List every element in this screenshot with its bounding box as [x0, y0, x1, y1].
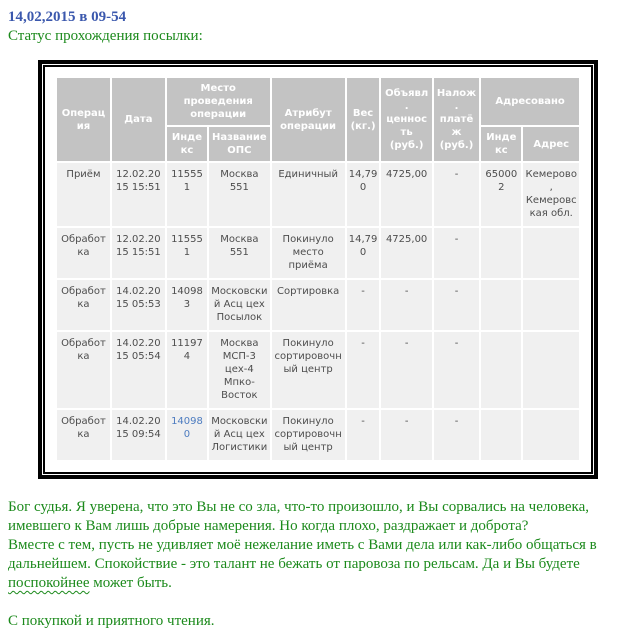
col-header-date: Дата — [112, 78, 165, 161]
cell-weight: - — [347, 280, 380, 330]
cell-addr-index — [481, 280, 521, 330]
col-header-addr-address: Адрес — [523, 127, 579, 161]
cell-attribute: Покинуло место приёма — [272, 228, 345, 278]
cell-attribute: Единичный — [272, 163, 345, 226]
cell-cod: - — [434, 280, 479, 330]
comment-paragraph-1 — [8, 498, 628, 536]
cell-addr-address — [523, 332, 579, 408]
col-header-place-index: Индекс — [167, 127, 207, 161]
table-row — [57, 332, 579, 408]
col-header-declared-value: Объявл. ценность (руб.) — [381, 78, 431, 161]
cell-place-index: 111974 — [167, 332, 207, 408]
tracking-table — [55, 76, 581, 462]
comment-text — [8, 498, 628, 631]
cell-declared-value: 4725,00 — [381, 228, 431, 278]
cell-operation: Приём — [57, 163, 110, 226]
tracking-table-frame-inner — [43, 65, 593, 474]
cell-date: 14.02.2015 09:54 — [112, 410, 165, 460]
cell-operation: Обработка — [57, 410, 110, 460]
col-header-place-group: Место проведения операции — [167, 78, 270, 125]
cell-addr-address — [523, 410, 579, 460]
cell-weight: - — [347, 410, 380, 460]
cell-place-name: Московский Асц цех Посылок — [209, 280, 269, 330]
table-row — [57, 228, 579, 278]
table-row — [57, 280, 579, 330]
cell-addr-address — [523, 228, 579, 278]
cell-place-index: 140983 — [167, 280, 207, 330]
col-header-place-name: Название ОПС — [209, 127, 269, 161]
comment-paragraph-1-text: Бог судья. Я уверена, что это Вы не со зла, что-то произошло, и Вы сорвались на человека, имевшего к Вам лишь добрые намерения. Но когда плохо, раздражает и доброта? — [8, 499, 589, 534]
tracking-table-frame — [38, 60, 598, 479]
index-link-140980[interactable]: 140980 — [171, 416, 203, 440]
col-header-weight: Вес (кг.) — [347, 78, 380, 161]
cell-place-index: 115551 — [167, 228, 207, 278]
cell-addr-index — [481, 410, 521, 460]
misspelled-word: поспокойнее — [8, 575, 90, 591]
cell-attribute: Покинуло сортировочный центр — [272, 410, 345, 460]
cell-weight: - — [347, 332, 380, 408]
cell-date: 14.02.2015 05:54 — [112, 332, 165, 408]
col-header-attribute: Атрибут операции — [272, 78, 345, 161]
cell-place-name: Москва МСП-3 цех-4 Мпко-Восток — [209, 332, 269, 408]
cell-addr-index — [481, 332, 521, 408]
cell-weight: 14,790 — [347, 228, 380, 278]
cell-cod: - — [434, 163, 479, 226]
table-row — [57, 163, 579, 226]
cell-date: 12.02.2015 15:51 — [112, 163, 165, 226]
cell-declared-value: - — [381, 332, 431, 408]
col-header-cod: Налож. платёж (руб.) — [434, 78, 479, 161]
cell-place-name: Москва 551 — [209, 228, 269, 278]
comment-paragraph-2-lead: Вместе с тем, пусть не удивляет моё нежелание иметь с Вами дела или как-либо общаться в дальнейшем. Спокойствие - это талант не бежать от паровоза по рельсам. Да и Вы будете — [8, 537, 597, 572]
post-timestamp-link[interactable]: 14,02,2015 в 09-54 — [8, 9, 127, 25]
cell-addr-address: Кемерово, Кемеровская обл. — [523, 163, 579, 226]
cell-declared-value: - — [381, 410, 431, 460]
cell-operation: Обработка — [57, 228, 110, 278]
cell-declared-value: - — [381, 280, 431, 330]
cell-place-name: Москва 551 — [209, 163, 269, 226]
cell-addr-address — [523, 280, 579, 330]
cell-operation: Обработка — [57, 280, 110, 330]
cell-cod: - — [434, 332, 479, 408]
cell-place-name: Московский Асц цех Логистики — [209, 410, 269, 460]
cell-place-index — [167, 410, 207, 460]
cell-weight: 14,790 — [347, 163, 380, 226]
cell-cod: - — [434, 228, 479, 278]
cell-cod: - — [434, 410, 479, 460]
cell-operation: Обработка — [57, 332, 110, 408]
cell-declared-value: 4725,00 — [381, 163, 431, 226]
comment-closing: С покупкой и приятного чтения. — [8, 613, 215, 629]
cell-attribute: Покинуло сортировочный центр — [272, 332, 345, 408]
parcel-status-label: Статус прохождения посылки: — [8, 28, 203, 44]
table-row — [57, 410, 579, 460]
cell-date: 12.02.2015 15:51 — [112, 228, 165, 278]
col-header-operation: Операция — [57, 78, 110, 161]
header-row-top — [57, 78, 579, 125]
cell-attribute: Сортировка — [272, 280, 345, 330]
cell-place-index: 115551 — [167, 163, 207, 226]
cell-addr-index: 650002 — [481, 163, 521, 226]
cell-date: 14.02.2015 05:53 — [112, 280, 165, 330]
col-header-addr-index: Индекс — [481, 127, 521, 161]
comment-paragraph-2 — [8, 536, 628, 593]
col-header-addressed-group: Адресовано — [481, 78, 579, 125]
comment-paragraph-2-tail: может быть. — [89, 575, 172, 591]
cell-addr-index — [481, 228, 521, 278]
